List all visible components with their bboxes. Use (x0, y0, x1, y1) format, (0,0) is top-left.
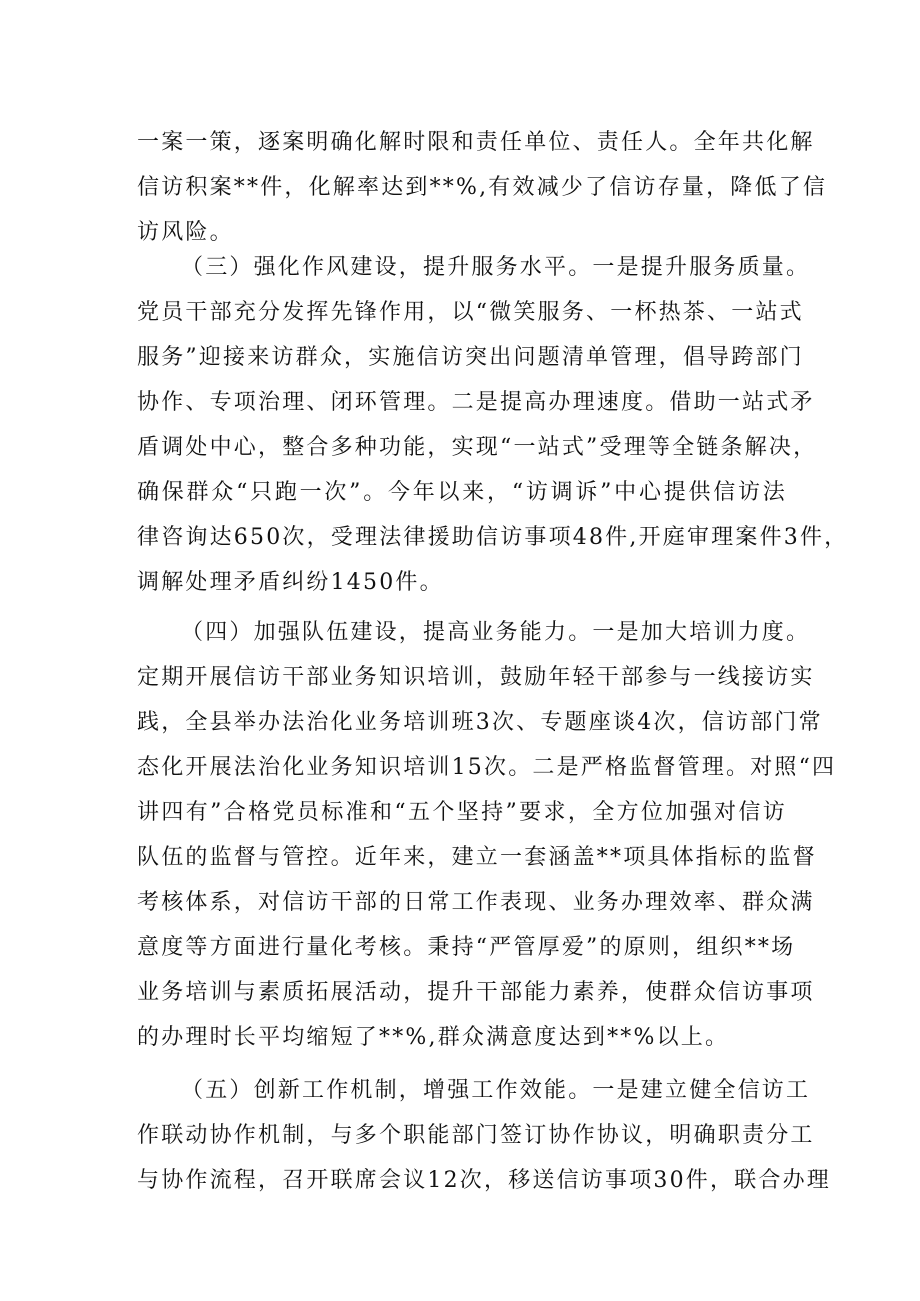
text-line: 协作、专项治理、闭环管理。二是提高办理速度。借助一站式矛 (137, 390, 815, 415)
text-line: 考核体系，对信访干部的日常工作表现、业务办理效率、群众满 (137, 890, 815, 915)
text-line: 服务”迎接来访群众，实施信访突出问题清单管理，倡导跨部门 (137, 345, 804, 370)
section-heading-line: （三）强化作风建设，提升服务水平。一是提升服务质量。 (181, 255, 811, 280)
text-line: 确保群众“只跑一次”。今年以来，“访调诉”中心提供信访法 (137, 480, 787, 505)
text-line: 与协作流程，召开联席会议12次，移送信访事项30件，联合办理 (137, 1168, 831, 1193)
text-line: 定期开展信访干部业务知识培训，鼓励年轻干部参与一线接访实 (137, 665, 815, 690)
text-line: 律咨询达650次，受理法律援助信访事项48件,开庭审理案件3件， (137, 525, 849, 550)
text-line: 访风险。 (137, 220, 234, 245)
section-heading-line: （四）加强队伍建设，提高业务能力。一是加大培训力度。 (181, 620, 811, 645)
paragraph-section-3 (137, 245, 849, 605)
text-line: 信访积案**件，化解率达到**%,有效减少了信访存量，降低了信 (137, 175, 828, 200)
text-line: 的办理时长平均缩短了**%,群众满意度达到**%以上。 (137, 1025, 730, 1050)
section-heading-line: （五）创新工作机制，增强工作效能。一是建立健全信访工 (181, 1078, 811, 1103)
paragraph-continuation (137, 120, 828, 255)
text-line: 党员干部充分发挥先锋作用，以“微笑服务、一杯热茶、一站式 (137, 300, 804, 325)
text-line: 队伍的监督与管控。近年来，建立一套涵盖**项具体指标的监督 (137, 845, 817, 870)
text-line: 践，全县举办法治化业务培训班3次、专题座谈4次，信访部门常 (137, 710, 823, 735)
text-line: 态化开展法治化业务知识培训15次。二是严格监督管理。对照“四 (137, 755, 837, 780)
text-line: 一案一策，逐案明确化解时限和责任单位、责任人。全年共化解 (137, 130, 815, 155)
paragraph-section-5 (137, 1068, 831, 1203)
text-line: 调解处理矛盾纠纷1450件。 (137, 570, 444, 595)
text-line: 讲四有”合格党员标准和“五个坚持”要求，全方位加强对信访 (137, 800, 787, 825)
text-line: 盾调处中心，整合多种功能，实现“一站式”受理等全链条解决， (137, 435, 818, 460)
text-line: 业务培训与素质拓展活动，提升干部能力素养，使群众信访事项 (137, 980, 815, 1005)
paragraph-section-4 (137, 610, 837, 1060)
text-line: 意度等方面进行量化考核。秉持“严管厚爱”的原则，组织**场 (137, 935, 796, 960)
text-line: 作联动协作机制，与多个职能部门签订协作协议，明确职责分工 (137, 1123, 815, 1148)
